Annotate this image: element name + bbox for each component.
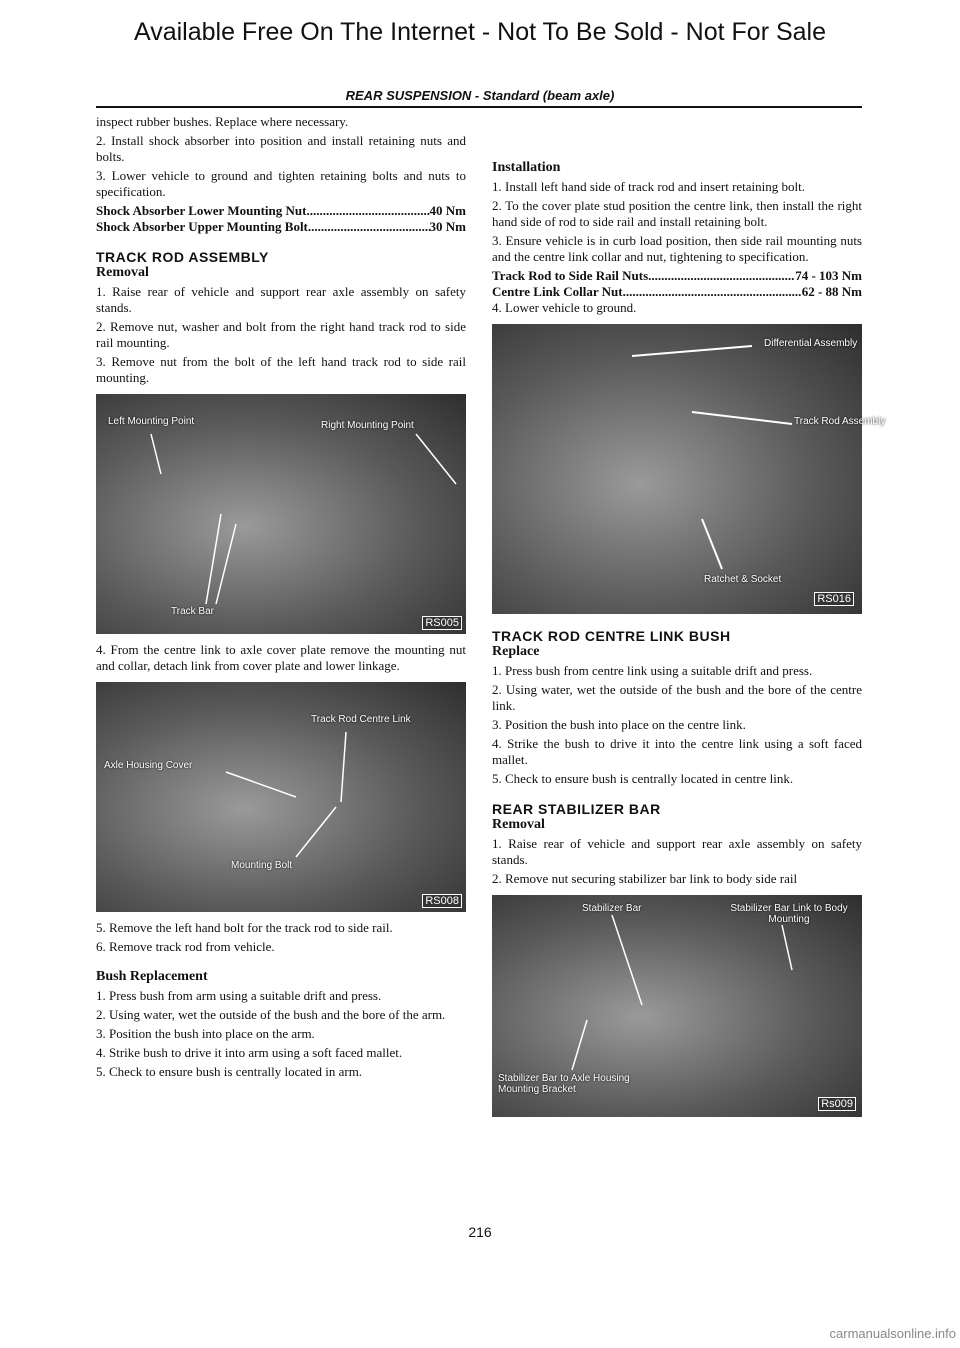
paragraph: 3. Remove nut from the bolt of the left hand track rod to side rail mounting. — [96, 354, 466, 385]
photo-caption: Stabilizer Bar — [582, 903, 642, 914]
leader-dots — [308, 219, 430, 235]
photo-code: Rs009 — [818, 1097, 856, 1111]
paragraph: 3. Position the bush into place on the arm. — [96, 1026, 315, 1041]
paragraph: 5. Remove the left hand bolt for the track rod to side rail. — [96, 920, 393, 935]
photo-caption: Track Rod Assembly — [794, 416, 886, 427]
subsection-heading: Installation — [492, 160, 561, 175]
spec-value: 30 Nm — [429, 219, 466, 234]
paragraph: 2. Install shock absorber into position and install retaining nuts and bolts. — [96, 133, 466, 164]
footer-watermark: carmanualsonline.info — [829, 1326, 956, 1341]
paragraph: 3. Lower vehicle to ground and tighten retaining bolts and nuts to specification. — [96, 168, 466, 199]
watermark-banner: Available Free On The Internet - Not To Be Sold - Not For Sale — [133, 18, 827, 46]
subsection-heading: Removal — [492, 817, 545, 832]
paragraph: 5. Check to ensure bush is centrally located in centre link. — [492, 771, 794, 786]
page-number: 216 — [468, 1224, 492, 1240]
paragraph: 5. Check to ensure bush is centrally located in arm. — [96, 1064, 363, 1079]
photo-caption: Axle Housing Cover — [104, 760, 193, 771]
photo-caption: Differential Assembly — [764, 338, 858, 349]
paragraph: 2. Using water, wet the outside of the bush and the bore of the arm. — [96, 1007, 446, 1022]
photo-code: RS016 — [814, 592, 854, 606]
photo-caption: Stabilizer Bar Link to Body Mounting — [730, 903, 848, 925]
paragraph: 1. Press bush from centre link using a suitable drift and press. — [492, 663, 813, 678]
paragraph: 2. Remove nut securing stabilizer bar link to body side rail — [492, 871, 798, 886]
photo-caption: Track Rod Centre Link — [311, 714, 411, 725]
paragraph: 1. Raise rear of vehicle and support rear axle assembly on safety stands. — [96, 284, 466, 315]
photo-track-rod-mounting — [96, 394, 466, 634]
spec-label: Centre Link Collar Nut — [492, 284, 623, 299]
torque-spec — [96, 219, 466, 235]
subsection-heading: Replace — [492, 644, 540, 659]
section-heading: REAR STABILIZER BAR — [492, 801, 661, 817]
torque-spec — [96, 203, 466, 219]
spec-value: 74 - 103 Nm — [795, 268, 862, 283]
paragraph: 4. Lower vehicle to ground. — [492, 300, 637, 315]
leader-dots — [648, 268, 795, 284]
paragraph: 4. Strike bush to drive it into arm using a soft faced mallet. — [96, 1045, 403, 1060]
section-heading: TRACK ROD CENTRE LINK BUSH — [492, 628, 731, 644]
paragraph: 2. To the cover plate stud position the centre link, then install the right hand side of rod to side rail and install retaining bolt. — [492, 198, 862, 229]
section-heading: TRACK ROD ASSEMBLY — [96, 249, 269, 265]
photo-caption: Track Bar — [171, 606, 214, 617]
paragraph: 6. Remove track rod from vehicle. — [96, 939, 275, 954]
spec-value: 62 - 88 Nm — [801, 284, 862, 299]
photo-code: RS008 — [422, 894, 462, 908]
running-head: REAR SUSPENSION - Standard (beam axle) — [345, 88, 615, 103]
spec-label: Shock Absorber Lower Mounting Nut — [96, 203, 307, 218]
spec-label: Track Rod to Side Rail Nuts — [492, 268, 649, 283]
callout-lines — [492, 324, 862, 614]
photo-centre-link — [96, 682, 466, 912]
paragraph: 4. Strike the bush to drive it into the centre link using a soft faced mallet. — [492, 736, 862, 767]
paragraph: 3. Ensure vehicle is in curb load position, then side rail mounting nuts and the centre link collar and nut, tightening to specification. — [492, 233, 862, 264]
paragraph: 3. Position the bush into place on the centre link. — [492, 717, 746, 732]
paragraph: 1. Raise rear of vehicle and support rear axle assembly on safety stands. — [492, 836, 862, 867]
photo-code: RS005 — [422, 616, 462, 630]
photo-caption: Right Mounting Point — [321, 420, 414, 431]
spec-value: 40 Nm — [429, 203, 466, 218]
right-column — [492, 160, 886, 1125]
left-column — [96, 114, 466, 1083]
photo-stabilizer-bar — [492, 895, 862, 1117]
photo-caption: Left Mounting Point — [108, 416, 195, 427]
torque-spec — [492, 268, 862, 284]
torque-spec — [492, 284, 862, 300]
paragraph: 2. Remove nut, washer and bolt from the right hand track rod to side rail mounting. — [96, 319, 466, 350]
paragraph: 1. Install left hand side of track rod and insert retaining bolt. — [492, 179, 805, 194]
photo-caption: Ratchet & Socket — [704, 574, 782, 585]
subsection-heading: Bush Replacement — [96, 969, 208, 984]
photo-caption: Mounting Bolt — [231, 860, 293, 871]
paragraph: inspect rubber bushes. Replace where necessary. — [96, 114, 349, 129]
photo-differential-track-rod — [492, 324, 886, 614]
leader-dots — [306, 203, 429, 219]
spec-label: Shock Absorber Upper Mounting Bolt — [96, 219, 308, 234]
subsection-heading: Removal — [96, 265, 149, 280]
header-rule — [96, 106, 862, 108]
leader-dots — [623, 284, 802, 300]
paragraph: 2. Using water, wet the outside of the bush and the bore of the centre link. — [492, 682, 862, 713]
paragraph: 1. Press bush from arm using a suitable drift and press. — [96, 988, 382, 1003]
paragraph: 4. From the centre link to axle cover plate remove the mounting nut and collar, detach link from cover plate and lower linkage. — [96, 642, 466, 673]
photo-caption: Stabilizer Bar to Axle Housing Mounting Bracket — [498, 1073, 630, 1095]
